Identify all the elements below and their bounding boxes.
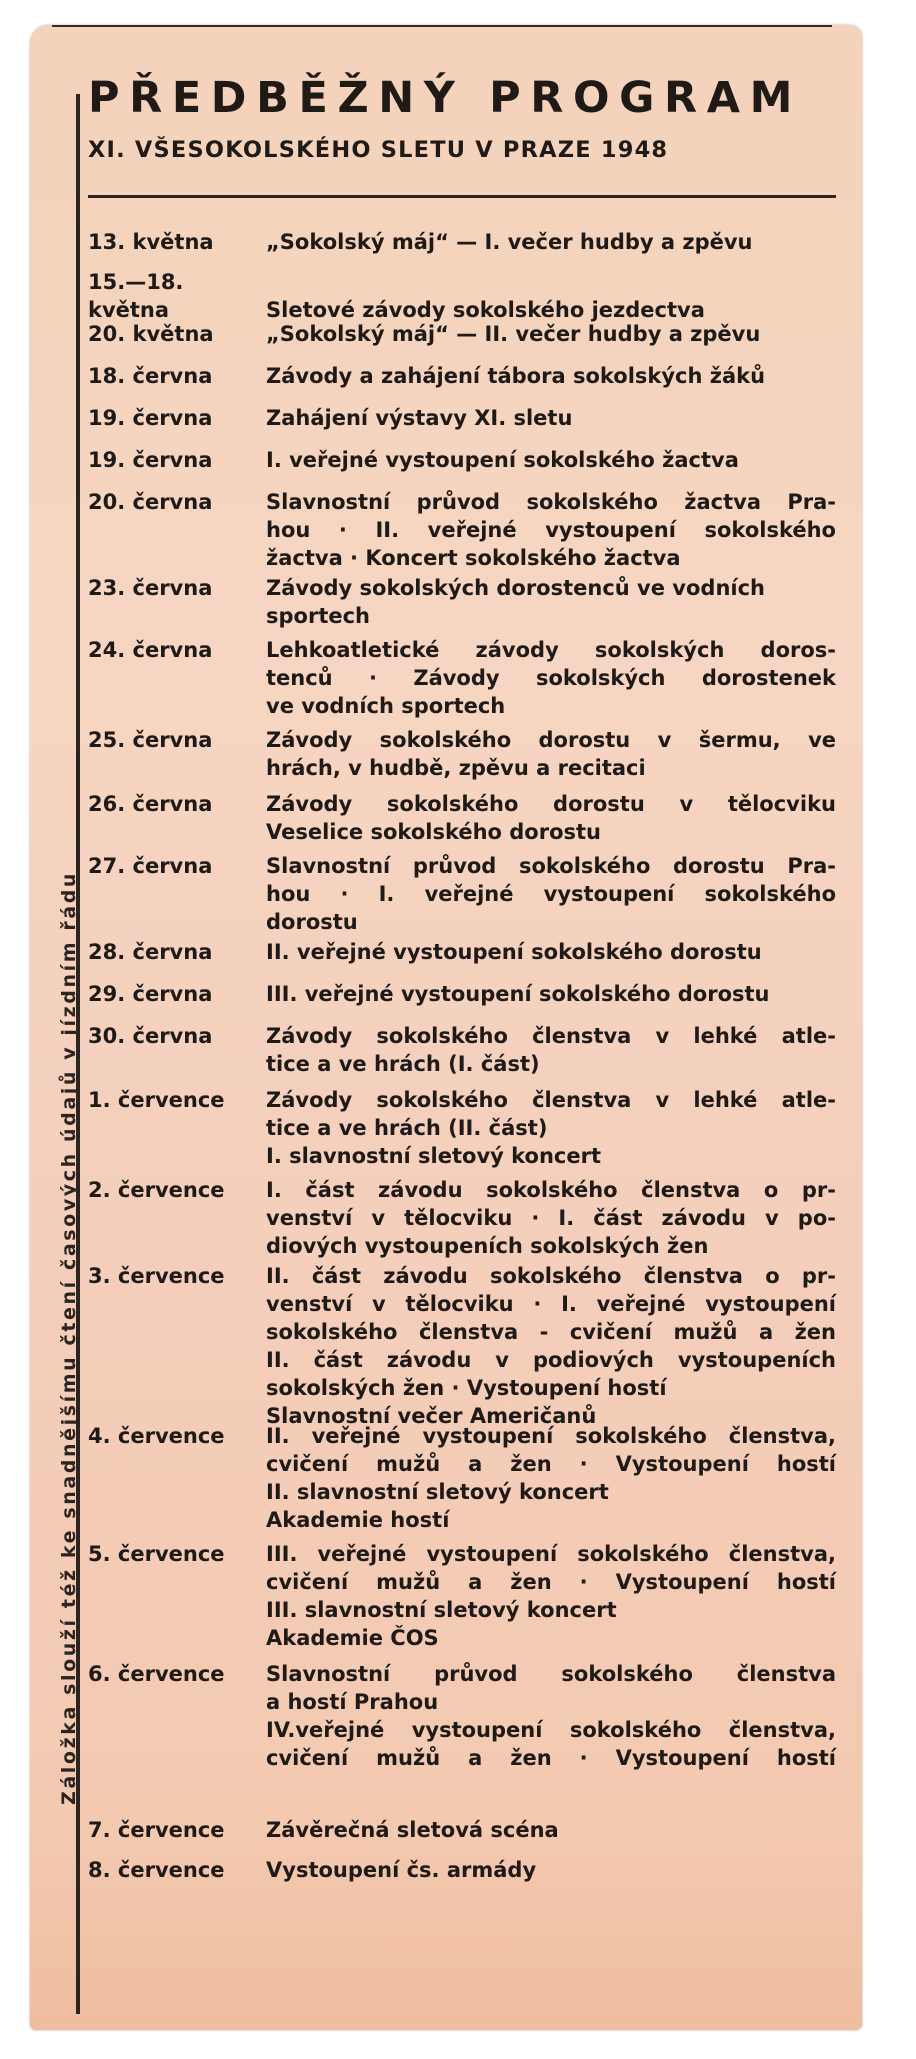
entry-description-line: dorostu <box>266 910 358 934</box>
entry-description-line: venství v tělocviku · I. část závodu v po- <box>266 1206 836 1230</box>
entry-description-line: Slavnostní průvod sokolského členstva <box>266 1662 836 1686</box>
entry-description-line: Lehkoatletické závody sokolských doros- <box>266 638 836 662</box>
entry-description-line: II. část závodu v podiových vystoupeních <box>266 1348 836 1372</box>
entry-description-line: Veselice sokolského dorostu <box>266 820 602 844</box>
entry-description-line: sportech <box>266 604 370 628</box>
entry-date-line: 23. června <box>88 576 213 600</box>
entry-description-line: cvičení mužů a žen · Vystoupení hostí <box>266 1746 836 1770</box>
entry-description-line: Závody sokolského členstva v lehké atle- <box>266 1088 836 1112</box>
entry-date <box>88 726 263 754</box>
entry-date-line: 4. července <box>88 1424 225 1448</box>
entry-date <box>88 1086 263 1114</box>
entry-description-line: IV.veřejné vystoupení sokolského členstva, <box>266 1718 836 1742</box>
entry-description-line: Závody sokolského členstva v lehké atle- <box>266 1024 836 1048</box>
entry-date <box>88 404 263 432</box>
entry-date <box>88 1262 263 1290</box>
entry-description-line: žactva · Koncert sokolského žactva <box>266 546 681 570</box>
entry-date-line: 13. května <box>88 230 214 254</box>
entry-description <box>266 1422 836 1534</box>
entry-description-line: Závody sokolského dorostu v tělocviku <box>266 792 836 816</box>
entry-description-line: Slavnostní večer Američanů <box>266 1404 597 1428</box>
entry-description <box>266 1262 836 1430</box>
entry-date <box>88 446 263 474</box>
entry-description <box>266 404 836 432</box>
entry-description-line: cvičení mužů a žen · Vystoupení hostí <box>266 1452 836 1476</box>
entry-date <box>88 980 263 1008</box>
entry-date <box>88 1022 263 1050</box>
entry-date-line: 18. června <box>88 364 213 388</box>
entry-date-line: 19. června <box>88 406 213 430</box>
entry-description <box>266 1086 836 1170</box>
entry-description <box>266 446 836 474</box>
entry-date <box>88 1660 263 1688</box>
entry-date <box>88 938 263 966</box>
entry-description-line: II. slavnostní sletový koncert <box>266 1480 609 1504</box>
entry-description-line: sokolských žen · Vystoupení hostí <box>266 1376 667 1400</box>
entry-date <box>88 1540 263 1568</box>
entry-date-line: 20. května <box>88 322 214 346</box>
entry-description <box>266 228 836 256</box>
entry-date-line: 2. července <box>88 1178 225 1202</box>
entry-description-line: III. veřejné vystoupení sokolského dorostu <box>266 982 770 1006</box>
entry-description-line: Závody a zahájení tábora sokolských žáků <box>266 364 766 388</box>
entry-date-line: 19. června <box>88 448 213 472</box>
entry-description-line: hou · II. veřejné vystoupení sokolského <box>266 518 836 542</box>
entry-date-line: 24. června <box>88 638 213 662</box>
entry-date-line: 30. června <box>88 1024 213 1048</box>
entry-date-line: 8. července <box>88 1858 225 1882</box>
entry-date <box>88 320 263 348</box>
entry-description <box>266 574 836 630</box>
entry-description-line: tice a ve hrách (I. část) <box>266 1052 540 1076</box>
entry-date-line: 20. června <box>88 490 213 514</box>
entry-description <box>266 726 836 782</box>
entry-description <box>266 1856 836 1884</box>
entry-date <box>88 1816 263 1844</box>
title-divider <box>88 195 836 198</box>
entry-description-line: II. veřejné vystoupení sokolského členstva, <box>266 1424 836 1448</box>
entry-description-line: Slavnostní průvod sokolského dorostu Pra- <box>266 854 836 878</box>
entry-description-line: „Sokolský máj“ — I. večer hudby a zpěvu <box>266 230 753 254</box>
entry-description <box>266 938 836 966</box>
entry-date-line: května <box>88 298 170 322</box>
entry-date <box>88 1176 263 1204</box>
entry-date <box>88 488 263 516</box>
entry-date-line: 28. června <box>88 940 213 964</box>
entry-description <box>266 488 836 572</box>
entry-description-line: cvičení mužů a žen · Vystoupení hostí <box>266 1570 836 1594</box>
entry-description-line: Závěrečná sletová scéna <box>266 1818 559 1842</box>
entry-description-line: Sletové závody sokolského jezdectva <box>266 298 705 322</box>
entry-date <box>88 268 263 324</box>
entry-date <box>88 228 263 256</box>
entry-description-line: tice a ve hrách (II. část) <box>266 1116 548 1140</box>
entry-description <box>266 1816 836 1844</box>
entry-date-line: 3. července <box>88 1264 225 1288</box>
entry-date-line: 15.—18. <box>88 270 184 294</box>
entry-description-line: „Sokolský máj“ — II. večer hudby a zpěvu <box>266 322 761 346</box>
entry-description-line: Vystoupení čs. armády <box>266 1858 537 1882</box>
entry-description-line: ve vodních sportech <box>266 694 506 718</box>
entry-description <box>266 636 836 720</box>
entry-date <box>88 1856 263 1884</box>
card-top-edge <box>52 25 832 27</box>
entry-description <box>266 320 836 348</box>
entry-description <box>266 1540 836 1652</box>
entry-description-line: II. část závodu sokolského členstva o pr- <box>266 1264 836 1288</box>
entry-description-line: sokolského členstva - cvičení mužů a žen <box>266 1320 836 1344</box>
entry-description-line: hou · I. veřejné vystoupení sokolského <box>266 882 836 906</box>
entry-description-line: I. část závodu sokolského členstva o pr- <box>266 1178 836 1202</box>
entry-description-line: Slavnostní průvod sokolského žactva Pra- <box>266 490 836 514</box>
entry-date-line: 25. června <box>88 728 213 752</box>
entry-date-line: 1. července <box>88 1088 225 1112</box>
entry-date-line: 26. června <box>88 792 213 816</box>
entry-description <box>266 980 836 1008</box>
entry-date-line: 6. července <box>88 1662 225 1686</box>
entry-description-line: Akademie hostí <box>266 1508 450 1532</box>
entry-description <box>266 852 836 936</box>
entry-description-line: I. veřejné vystoupení sokolského žactva <box>266 448 739 472</box>
entry-description <box>266 1176 836 1260</box>
entry-description-line: Závody sokolských dorostenců ve vodních <box>266 576 765 600</box>
page-title: PŘEDBĚŽNÝ PROGRAM <box>88 73 802 123</box>
entry-description-line: Akademie ČOS <box>266 1626 439 1650</box>
entry-description-line: I. slavnostní sletový koncert <box>266 1144 601 1168</box>
entry-date <box>88 636 263 664</box>
entry-description-line: III. slavnostní sletový koncert <box>266 1598 617 1622</box>
entry-description-line: III. veřejné vystoupení sokolského členstva, <box>266 1542 836 1566</box>
entry-date-line: 29. června <box>88 982 213 1006</box>
entry-date <box>88 790 263 818</box>
entry-description-line: diových vystoupeních sokolských žen <box>266 1234 709 1258</box>
entry-description-line: Závody sokolského dorostu v šermu, ve <box>266 728 836 752</box>
entry-date-line: 27. června <box>88 854 213 878</box>
entry-date-line: 5. července <box>88 1542 225 1566</box>
entry-description <box>266 362 836 390</box>
entry-date-line: 7. července <box>88 1818 225 1842</box>
entry-date <box>88 574 263 602</box>
entry-description <box>266 1022 836 1078</box>
entry-date <box>88 1422 263 1450</box>
entry-date <box>88 362 263 390</box>
entry-description-line: a hostí Prahou <box>266 1690 439 1714</box>
entry-description-line: II. veřejné vystoupení sokolského dorostu <box>266 940 762 964</box>
entry-description-line: tenců · Závody sokolských dorostenek <box>266 666 836 690</box>
page-subtitle: XI. VŠESOKOLSKÉHO SLETU V PRAZE 1948 <box>88 137 669 163</box>
entry-description <box>266 1660 836 1772</box>
entry-description-line: hrách, v hudbě, zpěvu a recitaci <box>266 756 646 780</box>
entry-description-line: Zahájení výstavy XI. sletu <box>266 406 573 430</box>
side-note: Záložka slouží též ke snadnějšímu čtení časových údajů v jízdním řádu <box>58 870 80 1805</box>
entry-description-line: venství v tělocviku · I. veřejné vystoupení <box>266 1292 836 1316</box>
entry-description <box>266 790 836 846</box>
entry-date <box>88 852 263 880</box>
